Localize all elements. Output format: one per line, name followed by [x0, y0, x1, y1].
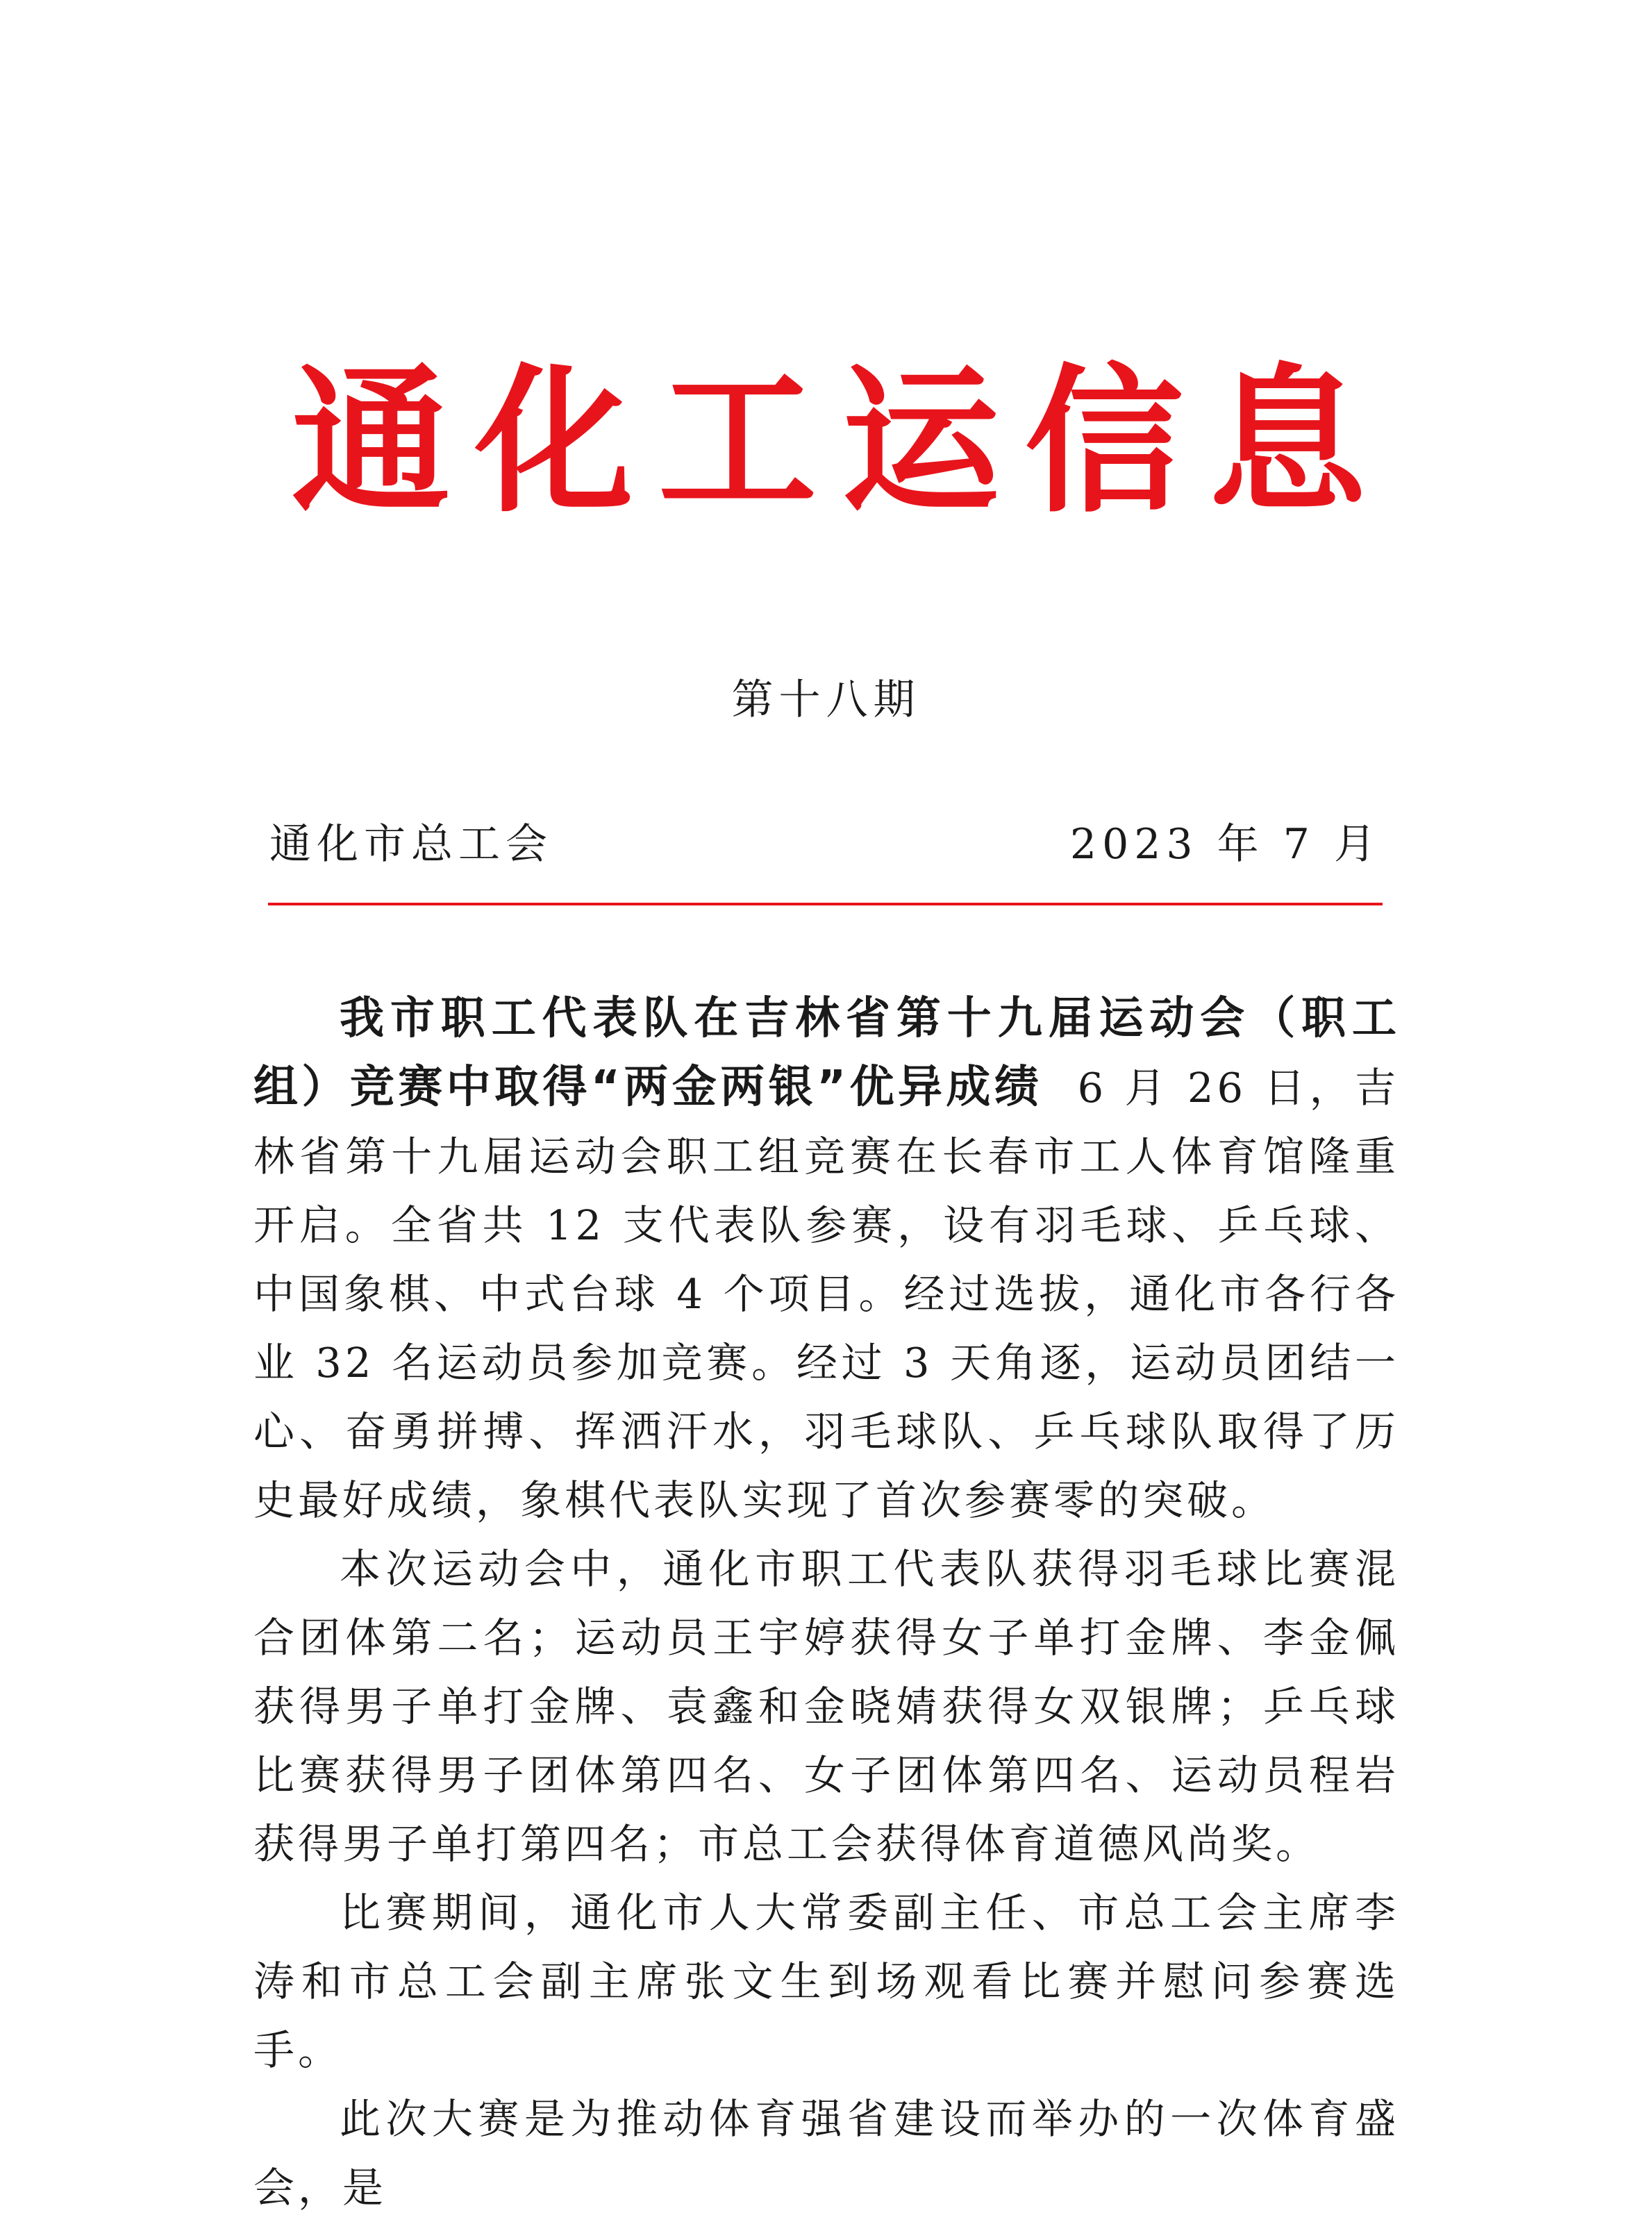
- article-paragraph-1: [253, 985, 1399, 1535]
- masthead-title: 通化工运信息: [292, 348, 1392, 534]
- article-paragraph-3: 比赛期间，通化市人大常委副主任、市总工会主席李涛和市总工会副主席张文生到场观看比赛并慰问参赛选手。: [253, 1889, 1399, 2074]
- article-paragraph-4: 此次大赛是为推动体育强省建设而举办的一次体育盛会，是: [253, 2095, 1399, 2212]
- article-paragraph-2: 本次运动会中，通化市职工代表队获得羽毛球比赛混合团体第二名；运动员王宇婷获得女子单打金牌、李金佩获得男子单打金牌、袁鑫和金晓婧获得女双银牌；乒乓球比赛获得男子团体第四名、女子团体第四名、运动员程岩获得男子单打第四名；市总工会获得体育道德风尚奖。: [253, 1545, 1399, 1868]
- publish-date: 2023 年 7 月: [1069, 820, 1381, 869]
- paragraph-text: 6 月 26 日，吉林省第十九届运动会职工组竞赛在长春市工人体育馆隆重开启。全省共 12 支代表队参赛，设有羽毛球、乒乓球、中国象棋、中式台球 4 个项目。经过选拔，通化市各行各业 32 名运动员参加竞赛。经过 3 天角逐，运动员团结一心、奋勇拼搏、挥洒汗水，羽毛球队、乒乓球队取得了历史最好成绩，象棋代表队实现了首次参赛零的突破。: [253, 1064, 1399, 1524]
- article-headline: 我市职工代表队在吉林省第十九届运动会（职工组）竞赛中取得“两金两银”优异成绩: [253, 993, 1399, 1113]
- issue-number: 第十八期: [731, 676, 921, 724]
- publisher: 通化市总工会: [269, 820, 553, 869]
- article-body: [253, 985, 1399, 2222]
- red-divider: [268, 903, 1383, 905]
